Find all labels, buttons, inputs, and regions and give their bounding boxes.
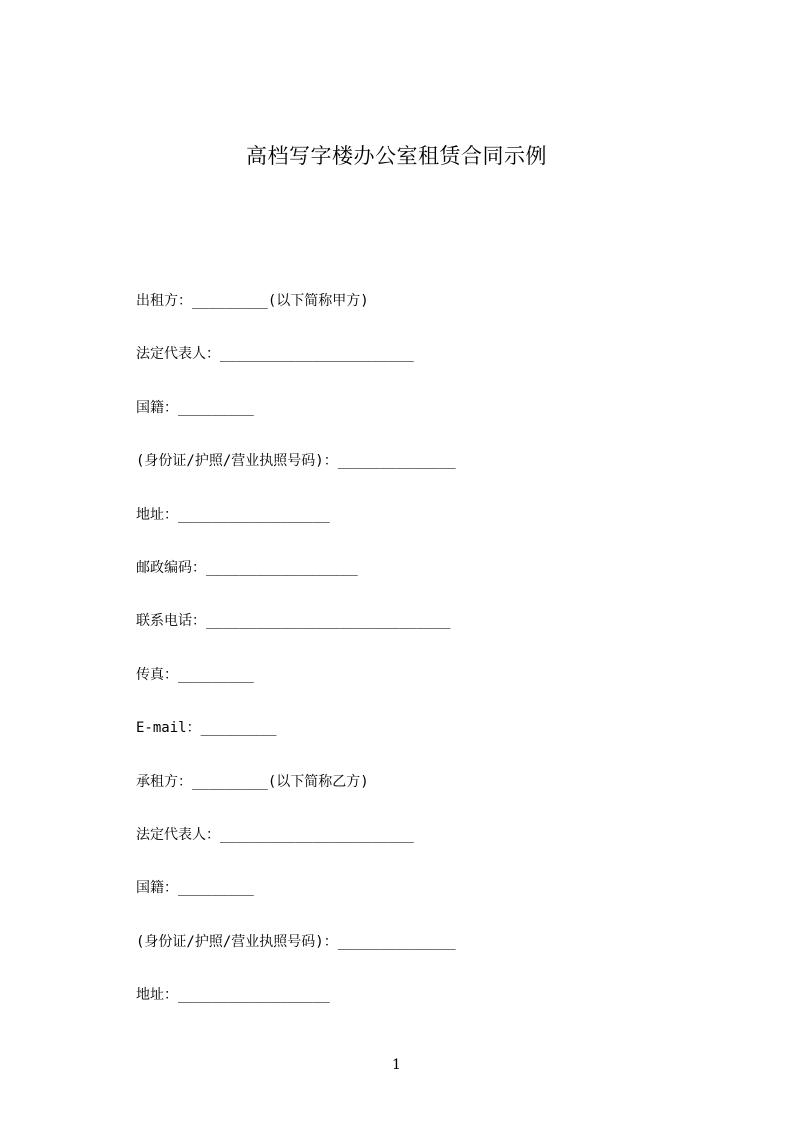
fill-in-blank: _________ xyxy=(192,293,268,309)
field-label: 国籍： xyxy=(136,880,178,897)
fill-in-blank: _______________________ xyxy=(220,346,414,363)
field-label: 联系电话： xyxy=(136,613,206,630)
field-label: 地址： xyxy=(136,987,178,1004)
field-label: (身份证/护照/营业执照号码)： xyxy=(136,453,338,470)
lessor-fax-line xyxy=(136,664,456,717)
field-label: 邮政编码： xyxy=(136,559,206,576)
lessor-nationality-line xyxy=(136,397,456,450)
field-label: 地址： xyxy=(136,506,178,523)
party-info-list xyxy=(136,290,456,1037)
field-label: 传真： xyxy=(136,666,178,683)
field-label: 法定代表人： xyxy=(136,346,220,363)
field-label: E-mail： xyxy=(136,720,201,737)
field-label: 国籍： xyxy=(136,399,178,416)
fill-in-blank: __________________ xyxy=(178,506,330,523)
lessor-phone-line xyxy=(136,610,456,663)
fill-in-blank: _____________________________ xyxy=(206,613,451,630)
fill-in-blank: __________________ xyxy=(206,559,358,576)
page-number: 1 xyxy=(392,1057,401,1073)
lessor-address-line xyxy=(136,504,456,557)
field-label: 出租方： xyxy=(136,293,192,309)
lessor-legal-representative-line xyxy=(136,343,456,396)
lessee-name-line xyxy=(136,771,456,824)
document-title: 高档写字楼办公室租赁合同示例 xyxy=(246,144,547,168)
field-label: 承租方： xyxy=(136,773,192,790)
field-suffix: (以下简称甲方) xyxy=(267,293,369,309)
fill-in-blank: ______________ xyxy=(337,933,456,950)
lessor-id-number-line xyxy=(136,450,456,503)
field-suffix: (以下简称乙方) xyxy=(267,773,369,790)
fill-in-blank: _________ xyxy=(178,666,254,683)
lessor-postal-code-line xyxy=(136,557,456,610)
fill-in-blank: ______________ xyxy=(337,453,456,470)
lessor-email-line xyxy=(136,717,456,770)
fill-in-blank: _________ xyxy=(200,720,277,737)
fill-in-blank: _________ xyxy=(178,399,254,416)
lessor-name-line xyxy=(136,290,456,343)
fill-in-blank: _________ xyxy=(178,880,254,897)
fill-in-blank: _________ xyxy=(192,773,268,790)
lessee-id-number-line xyxy=(136,931,456,984)
lessee-nationality-line xyxy=(136,877,456,930)
lessee-legal-representative-line xyxy=(136,824,456,877)
lessee-address-line xyxy=(136,984,456,1037)
fill-in-blank: __________________ xyxy=(178,987,330,1004)
field-label: 法定代表人： xyxy=(136,826,220,843)
fill-in-blank: _______________________ xyxy=(220,826,414,843)
field-label: (身份证/护照/营业执照号码)： xyxy=(136,933,338,950)
